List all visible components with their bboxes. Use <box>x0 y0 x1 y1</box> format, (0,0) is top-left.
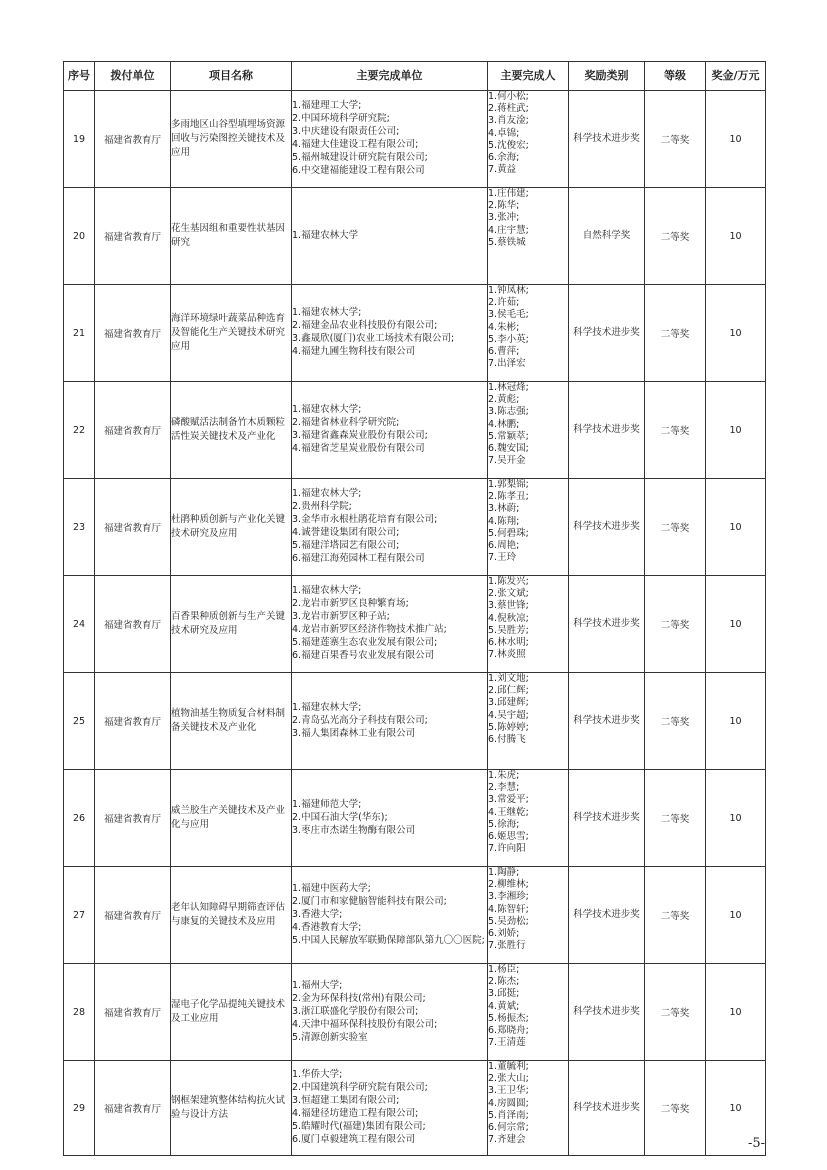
person-item: 2.陈孝丑; <box>488 491 529 503</box>
unit-item: 2.中国石油大学(华东); <box>292 811 388 823</box>
row-project: 威兰胶生产关键技术及产业化与应用 <box>171 770 292 867</box>
unit-item: 6.福建江海苑园林工程有限公司 <box>292 553 425 564</box>
row-grade: 二等奖 <box>645 1061 706 1156</box>
row-org: 福建省教育厅 <box>95 1061 171 1156</box>
row-project: 海洋环境绿叶蔬菜品种选育及智能化生产关键技术研究应用 <box>171 285 292 382</box>
row-prize: 10 <box>706 1061 766 1156</box>
person-item: 5.李小英; <box>488 333 529 345</box>
person-item: 1.陈发兴; <box>488 576 529 587</box>
unit-item: 2.福建金品农业科技股份有限公司; <box>292 320 438 331</box>
row-project: 磷酸赋活法制备竹木质颗粒活性炭关键技术及产业化 <box>171 382 292 479</box>
person-item: 5.杨振杰; <box>488 1012 529 1024</box>
person-item: 7.王清莲 <box>488 1037 526 1049</box>
person-item: 3.张冲; <box>488 212 520 224</box>
unit-item: 3.枣庄市杰诺生物酶有限公司 <box>292 824 416 836</box>
row-seq: 21 <box>64 285 95 382</box>
row-grade: 二等奖 <box>645 673 706 770</box>
unit-item: 1.福建农林大学; <box>292 488 362 499</box>
person-item: 6.付腾飞 <box>488 734 526 746</box>
person-item: 3.蔡世锋; <box>488 600 529 612</box>
person-item: 7.王玲 <box>488 552 517 564</box>
unit-item: 1.福建理工大学; <box>292 100 362 111</box>
person-item: 1.庄伟建; <box>488 188 529 199</box>
unit-item: 4.香港教育大学; <box>292 921 362 933</box>
person-item: 7.许向阳 <box>488 843 526 855</box>
table-row <box>64 188 766 285</box>
row-category: 科学技术进步奖 <box>569 964 645 1061</box>
person-item: 3.王卫华; <box>488 1085 529 1097</box>
row-category: 科学技术进步奖 <box>569 770 645 867</box>
row-seq: 29 <box>64 1061 95 1156</box>
person-item: 1.朱虎; <box>488 770 520 781</box>
row-grade: 二等奖 <box>645 964 706 1061</box>
person-item: 2.李慧; <box>488 782 520 794</box>
row-units <box>292 867 488 964</box>
row-org: 福建省教育厅 <box>95 673 171 770</box>
row-people <box>488 91 569 188</box>
unit-item: 4.天津中福环保科技股份有限公司; <box>292 1018 438 1030</box>
unit-item: 2.中国环境科学研究院; <box>292 113 390 124</box>
unit-item: 4.福建径坊建造工程有限公司; <box>292 1108 419 1119</box>
row-units <box>292 1061 488 1156</box>
person-item: 5.何碧珠; <box>488 527 529 539</box>
table-row <box>64 1061 766 1156</box>
row-org: 福建省教育厅 <box>95 770 171 867</box>
row-project: 湿电子化学品提纯关键技术及工业应用 <box>171 964 292 1061</box>
row-people <box>488 964 569 1061</box>
table-row <box>64 867 766 964</box>
unit-item: 3.龙岩市新罗区种子站; <box>292 611 390 622</box>
row-people <box>488 382 569 479</box>
row-category: 科学技术进步奖 <box>569 285 645 382</box>
row-category: 自然科学奖 <box>569 188 645 285</box>
person-item: 2.张大山; <box>488 1073 529 1085</box>
row-grade: 二等奖 <box>645 479 706 576</box>
unit-item: 3.香港大学; <box>292 908 343 920</box>
table-row <box>64 964 766 1061</box>
person-item: 4.林鹏; <box>488 418 520 430</box>
row-category: 科学技术进步奖 <box>569 1061 645 1156</box>
row-category: 科学技术进步奖 <box>569 576 645 673</box>
person-item: 1.陶静; <box>488 867 520 878</box>
person-item: 6.林水明; <box>488 637 529 649</box>
table-row <box>64 91 766 188</box>
row-prize: 10 <box>706 770 766 867</box>
unit-item: 1.福建农林大学; <box>292 307 362 318</box>
unit-item: 6.福建百果香号农业发展有限公司 <box>292 650 435 661</box>
row-units <box>292 285 488 382</box>
person-item: 2.陈杰; <box>488 976 520 988</box>
row-people <box>488 479 569 576</box>
unit-item: 1.福建农林大学; <box>292 585 362 596</box>
table-row <box>64 382 766 479</box>
row-units <box>292 576 488 673</box>
person-item: 4.卓锦; <box>488 127 520 139</box>
unit-item: 6.厦门卓毅建筑工程有限公司 <box>292 1134 416 1145</box>
row-prize: 10 <box>706 576 766 673</box>
person-item: 3.邱挺; <box>488 988 520 1000</box>
person-item: 5.肖泽南; <box>488 1109 529 1121</box>
row-prize: 10 <box>706 479 766 576</box>
person-item: 4.庄宇慧; <box>488 224 529 236</box>
row-seq: 22 <box>64 382 95 479</box>
unit-item: 5.清源创新实验室 <box>292 1031 368 1043</box>
row-project: 钢框架建筑整体结构抗火试验与设计方法 <box>171 1061 292 1156</box>
unit-item: 1.福建农林大学; <box>292 404 362 415</box>
row-prize: 10 <box>706 867 766 964</box>
unit-item: 1.华侨大学; <box>292 1069 343 1080</box>
row-grade: 二等奖 <box>645 867 706 964</box>
row-people <box>488 285 569 382</box>
row-seq: 19 <box>64 91 95 188</box>
person-item: 5.常颖萃; <box>488 430 529 442</box>
person-item: 1.杨臣; <box>488 964 520 975</box>
row-seq: 24 <box>64 576 95 673</box>
header-prize: 奖金/万元 <box>706 62 766 91</box>
person-item: 2.陈华; <box>488 200 520 212</box>
person-item: 4.陈翔; <box>488 515 520 527</box>
person-item: 6.何宗常; <box>488 1122 529 1134</box>
header-units: 主要完成单位 <box>292 62 488 91</box>
row-org: 福建省教育厅 <box>95 188 171 285</box>
person-item: 2.柳维林; <box>488 879 529 891</box>
person-item: 2.蒋柱武; <box>488 103 529 115</box>
row-org: 福建省教育厅 <box>95 479 171 576</box>
person-item: 1.董毓利; <box>488 1061 529 1072</box>
unit-item: 3.福建省鑫森炭业股份有限公司; <box>292 430 428 441</box>
row-units <box>292 382 488 479</box>
row-category: 科学技术进步奖 <box>569 91 645 188</box>
unit-item: 2.贵州科学院; <box>292 501 352 512</box>
row-prize: 10 <box>706 188 766 285</box>
header-grade: 等级 <box>645 62 706 91</box>
row-seq: 28 <box>64 964 95 1061</box>
unit-item: 6.中交建福能建设工程有限公司 <box>292 165 425 176</box>
person-item: 6.余海; <box>488 152 520 164</box>
row-org: 福建省教育厅 <box>95 576 171 673</box>
unit-item: 5.中国人民解放军联勤保障部队第九〇〇医院; <box>292 934 485 946</box>
person-item: 1.郭梨锦; <box>488 479 529 490</box>
person-item: 1.刘文地; <box>488 673 529 684</box>
person-item: 3.邱建辉; <box>488 697 529 709</box>
row-units <box>292 964 488 1061</box>
unit-item: 3.福人集团森林工业有限公司 <box>292 727 416 739</box>
row-category: 科学技术进步奖 <box>569 382 645 479</box>
person-item: 4.陈智轩; <box>488 903 529 915</box>
person-item: 3.肖友淦; <box>488 115 529 127</box>
row-prize: 10 <box>706 285 766 382</box>
row-units <box>292 673 488 770</box>
person-item: 2.邱仁辉; <box>488 685 529 697</box>
person-item: 1.林冠烽; <box>488 382 529 393</box>
row-people <box>488 1061 569 1156</box>
person-item: 6.曹萍; <box>488 346 520 358</box>
person-item: 4.倪秋凉; <box>488 612 529 624</box>
unit-item: 4.福建大佳建设工程有限公司; <box>292 139 419 150</box>
person-item: 3.常爱平; <box>488 794 529 806</box>
row-seq: 23 <box>64 479 95 576</box>
row-units <box>292 91 488 188</box>
person-item: 7.张胜行 <box>488 940 526 952</box>
row-units <box>292 770 488 867</box>
row-grade: 二等奖 <box>645 576 706 673</box>
person-item: 5.陈婷婷; <box>488 721 529 733</box>
table-row <box>64 673 766 770</box>
header-people: 主要完成人 <box>488 62 569 91</box>
table-row <box>64 285 766 382</box>
row-project: 杜鹃种质创新与产业化关键技术研究及应用 <box>171 479 292 576</box>
unit-item: 3.浙江联盛化学股份有限公司; <box>292 1005 419 1017</box>
row-seq: 26 <box>64 770 95 867</box>
person-item: 5.吴胜芳; <box>488 624 529 636</box>
row-people <box>488 188 569 285</box>
unit-item: 2.福建省林业科学研究院; <box>292 417 400 428</box>
page-number: -5- <box>747 1136 765 1151</box>
person-item: 6.周艳; <box>488 540 520 552</box>
row-project: 百香果种质创新与生产关键技术研究及应用 <box>171 576 292 673</box>
row-grade: 二等奖 <box>645 91 706 188</box>
row-units <box>292 188 488 285</box>
unit-item: 5.皓耀时代(福建)集团有限公司; <box>292 1121 426 1132</box>
table-row <box>64 576 766 673</box>
unit-item: 3.恒超建工集团有限公司; <box>292 1095 400 1106</box>
unit-item: 1.福建农林大学 <box>292 229 359 241</box>
row-project: 多雨地区山谷型填埋场资源回收与污染图控关键技术及应用 <box>171 91 292 188</box>
table-row <box>64 479 766 576</box>
unit-item: 3.鑫晟欣(厦门)农业工场技术有限公司; <box>292 333 455 344</box>
person-item: 6.刘娇; <box>488 928 520 940</box>
person-item: 2.黄彪; <box>488 394 520 406</box>
unit-item: 1.福州大学; <box>292 979 343 991</box>
person-item: 2.张文斌; <box>488 588 529 600</box>
row-people <box>488 673 569 770</box>
unit-item: 2.中国建筑科学研究院有限公司; <box>292 1082 428 1093</box>
row-seq: 27 <box>64 867 95 964</box>
person-item: 7.吴开金 <box>488 455 526 467</box>
person-item: 7.林炎照 <box>488 649 526 661</box>
unit-item: 4.福建九圃生物科技有限公司 <box>292 346 416 357</box>
unit-item: 4.龙岩市新罗区经济作物技术推广站; <box>292 624 447 635</box>
row-grade: 二等奖 <box>645 770 706 867</box>
row-category: 科学技术进步奖 <box>569 673 645 770</box>
person-item: 4.朱彬; <box>488 321 520 333</box>
person-item: 6.郑晓舟; <box>488 1025 529 1037</box>
person-item: 7.出泽宏 <box>488 358 526 370</box>
person-item: 5.吴劲松; <box>488 915 529 927</box>
person-item: 4.黄斌; <box>488 1000 520 1012</box>
person-item: 1.何小松; <box>488 91 529 102</box>
table-row <box>64 770 766 867</box>
unit-item: 4.福建省芝星炭业股份有限公司 <box>292 443 425 454</box>
row-project: 植物油基生物质复合材料制备关键技术及产业化 <box>171 673 292 770</box>
header-category: 奖励类别 <box>569 62 645 91</box>
person-item: 3.侯毛毛; <box>488 309 529 321</box>
row-people <box>488 867 569 964</box>
person-item: 3.李湘珍; <box>488 891 529 903</box>
unit-item: 5.福州城建设计研究院有限公司; <box>292 152 428 163</box>
unit-item: 2.青岛弘光高分子科技有限公司; <box>292 714 428 726</box>
row-project: 老年认知障碍早期筛查评估与康复的关键技术及应用 <box>171 867 292 964</box>
row-seq: 25 <box>64 673 95 770</box>
row-grade: 二等奖 <box>645 285 706 382</box>
row-org: 福建省教育厅 <box>95 964 171 1061</box>
header-org: 拨付单位 <box>95 62 171 91</box>
person-item: 5.蔡铁城 <box>488 236 526 248</box>
table-header-row <box>64 62 766 91</box>
person-item: 4.吴宇超; <box>488 709 529 721</box>
person-item: 3.林蔚; <box>488 503 520 515</box>
unit-item: 5.福建洋塔园艺有限公司; <box>292 540 400 551</box>
person-item: 3.陈志强; <box>488 406 529 418</box>
row-org: 福建省教育厅 <box>95 91 171 188</box>
unit-item: 2.龙岩市新罗区良种繁育场; <box>292 598 409 609</box>
row-project: 花生基因组和重要性状基因研究 <box>171 188 292 285</box>
unit-item: 3.中庆建设有限责任公司; <box>292 126 400 137</box>
person-item: 2.许茹; <box>488 297 520 309</box>
person-item: 4.房圆圆; <box>488 1097 529 1109</box>
person-item: 6.姬思雪; <box>488 831 529 843</box>
row-people <box>488 770 569 867</box>
row-prize: 10 <box>706 91 766 188</box>
awards-table <box>63 61 766 1156</box>
row-org: 福建省教育厅 <box>95 382 171 479</box>
unit-item: 1.福建农林大学; <box>292 701 362 713</box>
header-project: 项目名称 <box>171 62 292 91</box>
person-item: 5.沈俊宏; <box>488 139 529 151</box>
row-prize: 10 <box>706 382 766 479</box>
unit-item: 1.福建师范大学; <box>292 798 362 810</box>
row-category: 科学技术进步奖 <box>569 867 645 964</box>
row-people <box>488 576 569 673</box>
unit-item: 1.福建中医药大学; <box>292 882 371 894</box>
person-item: 7.黄益 <box>488 164 517 176</box>
row-seq: 20 <box>64 188 95 285</box>
unit-item: 2.金为环保科技(常州)有限公司; <box>292 992 426 1004</box>
unit-item: 5.福建莲寨生态农业发展有限公司; <box>292 637 438 648</box>
person-item: 5.徐海; <box>488 818 520 830</box>
row-org: 福建省教育厅 <box>95 867 171 964</box>
row-org: 福建省教育厅 <box>95 285 171 382</box>
person-item: 7.齐建会 <box>488 1134 526 1146</box>
header-seq: 序号 <box>64 62 95 91</box>
row-prize: 10 <box>706 673 766 770</box>
row-grade: 二等奖 <box>645 382 706 479</box>
unit-item: 3.金华市永根杜鹃花培育有限公司; <box>292 514 438 525</box>
row-prize: 10 <box>706 964 766 1061</box>
person-item: 1.钟凤林; <box>488 285 529 296</box>
row-category: 科学技术进步奖 <box>569 479 645 576</box>
row-grade: 二等奖 <box>645 188 706 285</box>
person-item: 4.王继乾; <box>488 806 529 818</box>
person-item: 6.魏安国; <box>488 443 529 455</box>
unit-item: 2.厦门市和家健脑智能科技有限公司; <box>292 895 447 907</box>
unit-item: 4.诚誉建设集团有限公司; <box>292 527 400 538</box>
row-units <box>292 479 488 576</box>
